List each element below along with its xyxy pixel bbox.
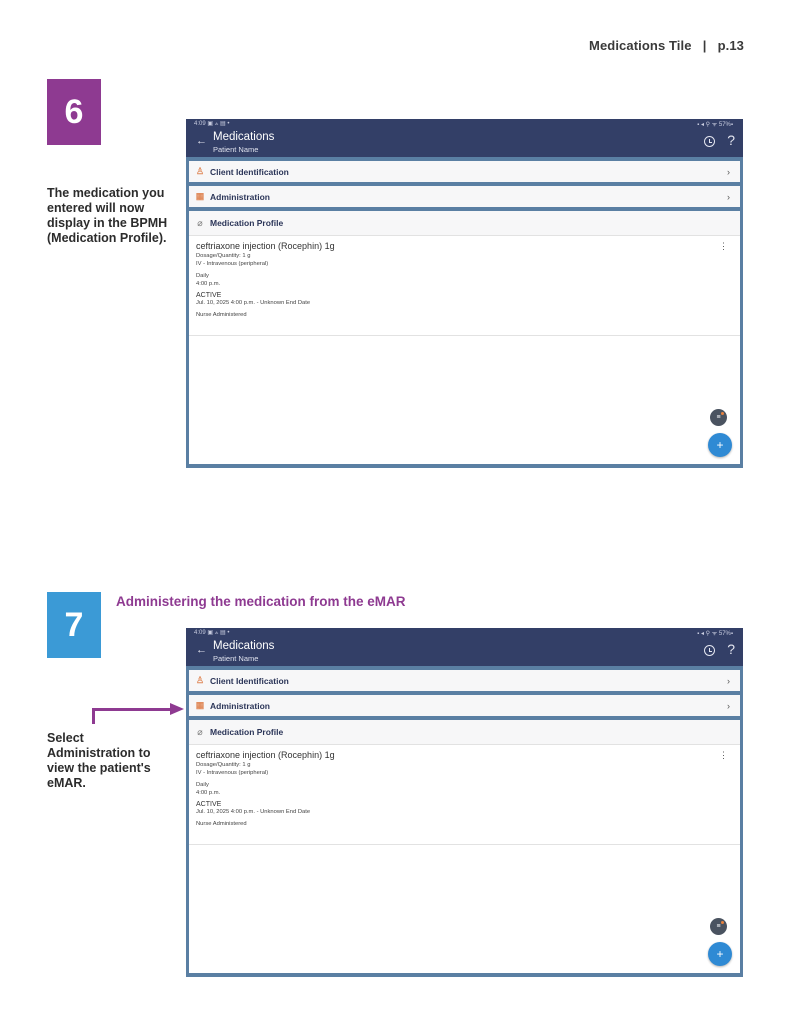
- row-medication-profile: ⌀ Medication Profile: [189, 720, 740, 745]
- filter-icon: ≡: [716, 414, 721, 421]
- person-icon: ♙: [195, 166, 205, 176]
- step-7-badge: 7: [47, 592, 101, 658]
- row-administration[interactable]: ▦ Administration ›: [189, 695, 740, 720]
- medication-frequency: Daily: [196, 782, 209, 788]
- more-options-icon[interactable]: ⋮: [719, 750, 728, 760]
- medication-status: ACTIVE: [196, 292, 222, 299]
- medication-dosage: Dosage/Quantity: 1 g: [196, 253, 251, 259]
- medication-dates: Jul. 10, 2025 4:00 p.m. - Unknown End Date: [196, 300, 311, 306]
- plus-icon: +: [716, 947, 724, 961]
- tablet-screenshot-step-6: [186, 119, 743, 468]
- row-medication-profile: ⌀ Medication Profile: [189, 211, 740, 236]
- history-clock-icon[interactable]: [704, 645, 715, 656]
- screen-body: [189, 161, 740, 464]
- medication-route: IV - Intravenous (peripheral): [196, 770, 269, 776]
- help-icon[interactable]: ?: [727, 641, 735, 657]
- pill-icon: ⌀: [197, 217, 203, 228]
- step-6-badge: 6: [47, 79, 101, 145]
- app-bar: [186, 119, 743, 157]
- row-client-identification[interactable]: ♙ Client Identification ›: [189, 670, 740, 695]
- step-7-title: Administering the medication from the eMAR: [116, 594, 406, 609]
- status-bar-left: 4:09 ▣ ⟑ ▤ •: [194, 121, 230, 127]
- medication-frequency: Daily: [196, 273, 209, 279]
- row-administration[interactable]: ▦ Administration ›: [189, 186, 740, 211]
- tablet-screenshot-step-7: [186, 628, 743, 977]
- app-title: Medications: [213, 640, 275, 652]
- status-bar-left: 4:09 ▣ ⟑ ▤ •: [194, 630, 230, 636]
- medication-card[interactable]: [189, 236, 740, 336]
- medication-administered-by: Nurse Administered: [196, 312, 247, 318]
- pill-icon: ⌀: [197, 726, 203, 737]
- medication-administered-by: Nurse Administered: [196, 821, 247, 827]
- chevron-right-icon: ›: [727, 675, 730, 686]
- add-medication-button[interactable]: [708, 942, 732, 966]
- history-clock-icon[interactable]: [704, 136, 715, 147]
- help-icon[interactable]: ?: [727, 132, 735, 148]
- row-client-identification[interactable]: ♙ Client Identification ›: [189, 161, 740, 186]
- patient-name: Patient Name: [213, 654, 259, 663]
- add-medication-button[interactable]: [708, 433, 732, 457]
- medication-time: 4:00 p.m.: [196, 790, 221, 796]
- medication-status: ACTIVE: [196, 801, 222, 808]
- more-options-icon[interactable]: ⋮: [719, 241, 728, 251]
- chevron-right-icon: ›: [727, 166, 730, 177]
- plus-icon: +: [716, 438, 724, 452]
- person-icon: ♙: [195, 675, 205, 685]
- calendar-icon: ▦: [195, 700, 205, 710]
- status-bar-right: ▪ ◂ ⚲ ᯤ 57%▪: [697, 122, 733, 128]
- step-7-description: Select Administration to view the patient's eMAR.: [47, 731, 151, 790]
- back-arrow-icon[interactable]: ←: [196, 644, 207, 656]
- medication-route: IV - Intravenous (peripheral): [196, 261, 269, 267]
- filter-button[interactable]: [710, 409, 727, 426]
- status-bar-right: ▪ ◂ ⚲ ᯤ 57%▪: [697, 631, 733, 637]
- medication-dates: Jul. 10, 2025 4:00 p.m. - Unknown End Date: [196, 809, 311, 815]
- chevron-right-icon: ›: [727, 700, 730, 711]
- step-6-description: The medication you entered will now display in the BPMH (Medication Profile).: [47, 186, 168, 245]
- chevron-right-icon: ›: [727, 191, 730, 202]
- page-header: Medications Tile | p.13: [589, 38, 744, 53]
- app-title: Medications: [213, 131, 275, 143]
- app-bar: [186, 628, 743, 666]
- medication-time: 4:00 p.m.: [196, 281, 221, 287]
- screen-body: [189, 670, 740, 973]
- filter-button[interactable]: [710, 918, 727, 935]
- medication-dosage: Dosage/Quantity: 1 g: [196, 762, 251, 768]
- calendar-icon: ▦: [195, 191, 205, 201]
- medication-card[interactable]: [189, 745, 740, 845]
- patient-name: Patient Name: [213, 145, 259, 154]
- medication-name: ceftriaxone injection (Rocephin) 1g: [196, 750, 335, 760]
- back-arrow-icon[interactable]: ←: [196, 135, 207, 147]
- medication-name: ceftriaxone injection (Rocephin) 1g: [196, 241, 335, 251]
- filter-icon: ≡: [716, 923, 721, 930]
